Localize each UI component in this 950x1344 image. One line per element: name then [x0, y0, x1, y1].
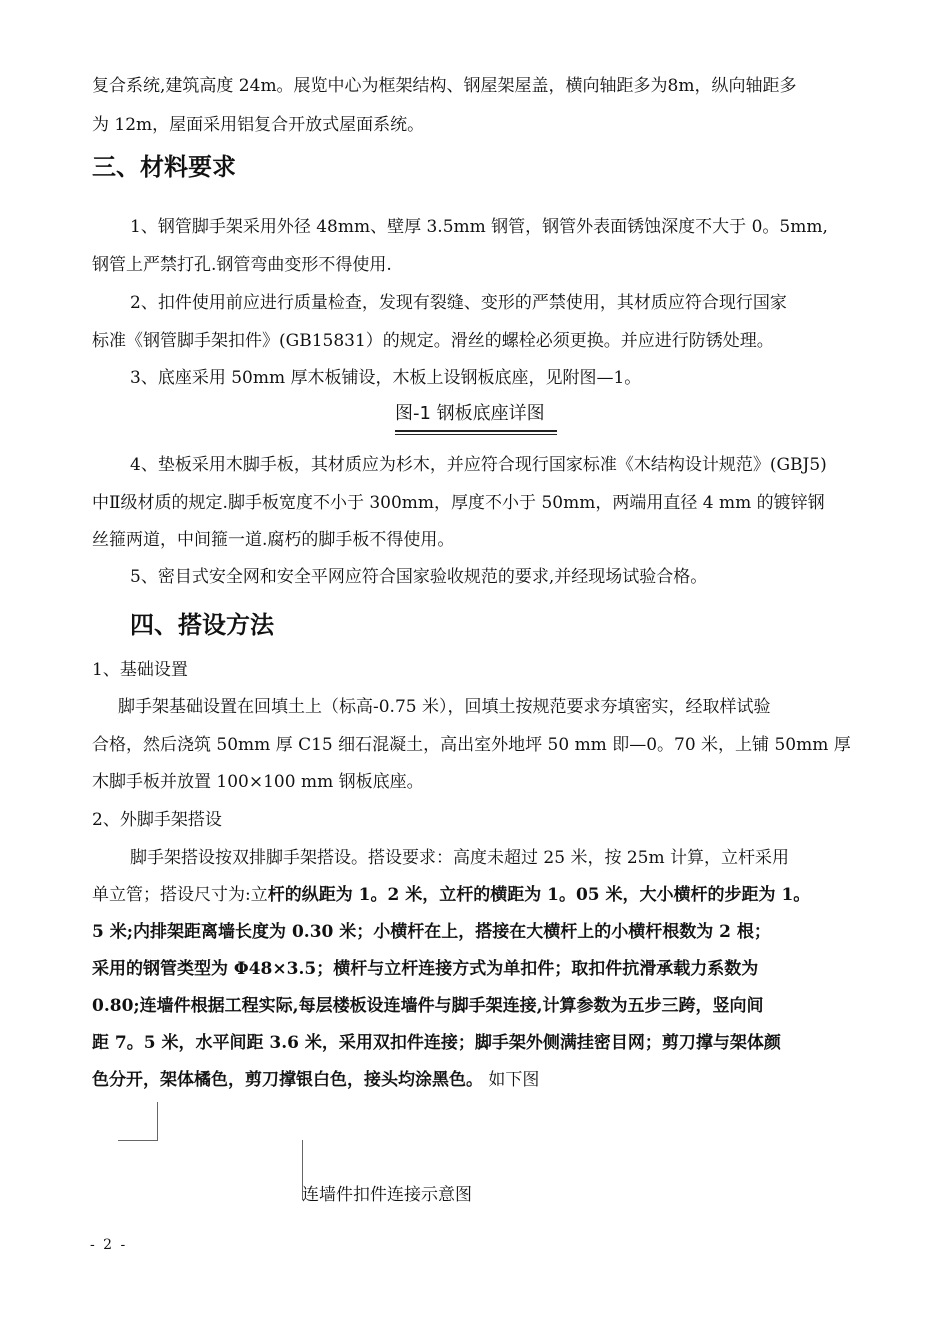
scaffold-line-2 — [92, 884, 810, 906]
subsection-2-title: 2、外脚手架搭设 — [92, 810, 222, 830]
scaffold-line-2-bold: 杆的纵距为 1。2 米，立杆的横距为 1。05 米，大小横杆的步距为 1。 — [267, 885, 811, 905]
scaffold-line-7-normal: 如下图 — [483, 1070, 540, 1090]
page-number: - 2 - — [90, 1237, 128, 1253]
intro-line-1: 复合系统,建筑高度 24m。展览中心为框架结构、钢屋架屋盖，横向轴距多为8m，纵向轴距多 — [92, 76, 797, 96]
scaffold-line-3: 5 米;内排架距离墙长度为 0.30 米；小横杆在上，搭接在大横杆上的小横杆根数为 2 根； — [92, 922, 771, 942]
scaffold-line-5: 0.80;连墙件根据工程实际,每层楼板设连墙件与脚手架连接,计算参数为五步三跨，竖向间 — [92, 996, 764, 1016]
figure-frame-edge — [157, 1102, 158, 1140]
scaffold-line-7 — [92, 1069, 539, 1091]
scaffold-line-4: 采用的钢管类型为 Φ48×3.5；横杆与立杆连接方式为单扣件；取扣件抗滑承载力系数为 — [92, 959, 759, 979]
material-item-5: 5、密目式安全网和安全平网应符合国家验收规范的要求,并经现场试验合格。 — [130, 567, 708, 587]
material-item-1-line-2: 钢管上严禁打孔.钢管弯曲变形不得使用. — [92, 255, 392, 275]
section-4-heading: 四、搭设方法 — [130, 611, 274, 639]
scaffold-line-2-normal: 单立管；搭设尺寸为:立 — [92, 885, 268, 905]
scaffold-line-1: 脚手架搭设按双排脚手架搭设。搭设要求：高度未超过 25 米，按 25m 计算，立杆采用 — [130, 848, 789, 868]
material-item-3: 3、底座采用 50mm 厚木板铺设，木板上设钢板底座，见附图—1。 — [130, 368, 642, 388]
material-item-4-line-2: 中Ⅱ级材质的规定.脚手板宽度不小于 300mm，厚度不小于 50mm，两端用直径 4 mm 的镀锌钢 — [92, 493, 825, 513]
section-3-heading: 三、材料要求 — [92, 153, 236, 181]
intro-line-2: 为 12m，屋面采用铝复合开放式屋面系统。 — [92, 115, 425, 135]
figure-caption: 连墙件扣件连接示意图 — [302, 1185, 472, 1205]
scaffold-line-7-bold: 色分开，架体橘色，剪刀撑银白色，接头均涂黑色。 — [92, 1070, 483, 1090]
figure-frame-edge — [118, 1140, 158, 1141]
scaffold-line-6: 距 7。5 米，水平间距 3.6 米，采用双扣件连接；脚手架外侧满挂密目网；剪刀撑与架体颜 — [92, 1033, 781, 1053]
material-item-2-line-1: 2、扣件使用前应进行质量检查，发现有裂缝、变形的严禁使用，其材质应符合现行国家 — [130, 293, 787, 313]
foundation-line-1: 脚手架基础设置在回填土上（标高-0.75 米），回填土按规范要求夯填密实，经取样试验 — [118, 697, 771, 717]
figure-title-underline-thin — [395, 434, 557, 435]
material-item-4-line-1: 4、垫板采用木脚手板，其材质应为杉木，并应符合现行国家标准《木结构设计规范》(GBJ5) — [130, 455, 827, 475]
material-item-1-line-1: 1、钢管脚手架采用外径 48mm、壁厚 3.5mm 钢管，钢管外表面锈蚀深度不大于 0。5mm, — [130, 217, 828, 237]
foundation-line-2: 合格，然后浇筑 50mm 厚 C15 细石混凝土，高出室外地坪 50 mm 即—0。70 米，上铺 50mm 厚 — [92, 735, 851, 755]
material-item-2-line-2: 标准《钢管脚手架扣件》(GB15831）的规定。滑丝的螺栓必须更换。并应进行防锈处理。 — [92, 331, 774, 351]
foundation-line-3: 木脚手板并放置 100×100 mm 钢板底座。 — [92, 772, 424, 792]
figure-1-title: 图-1 钢板底座详图 — [395, 403, 545, 424]
material-item-4-line-3: 丝箍两道，中间箍一道.腐朽的脚手板不得使用。 — [92, 530, 455, 550]
subsection-1-title: 1、基础设置 — [92, 660, 188, 680]
figure-title-underline — [395, 430, 557, 432]
